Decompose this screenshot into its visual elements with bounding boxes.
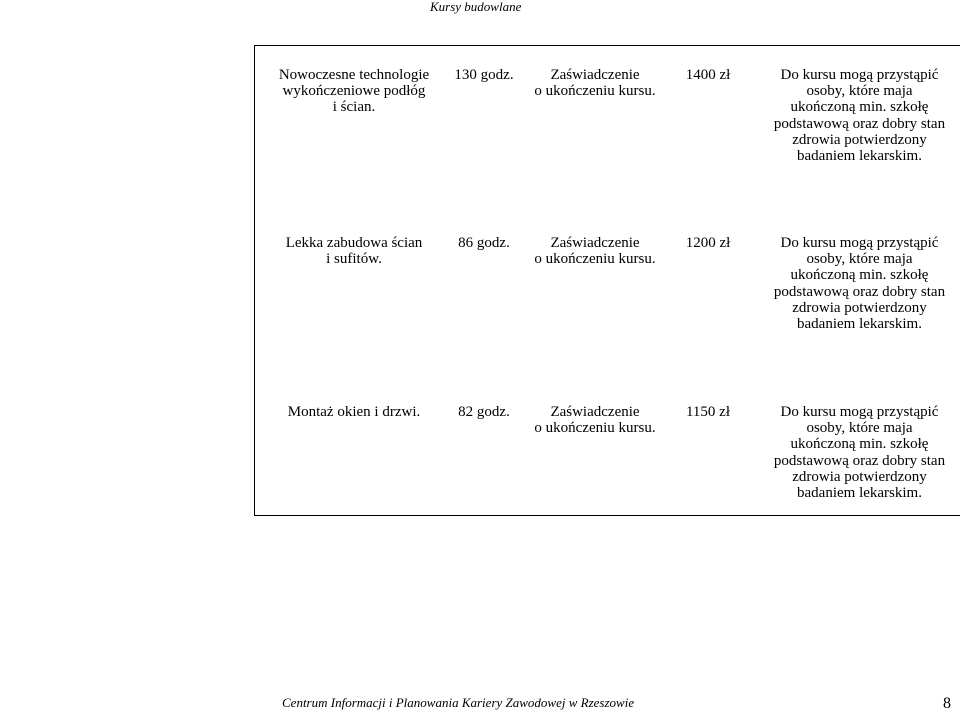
course-hours: 82 godz. [458, 404, 510, 420]
course-name: Lekka zabudowa ścian i sufitów. [285, 235, 423, 268]
course-name: Nowoczesne technologie wykończeniowe podłóg i ścian. [278, 67, 430, 116]
page-header: Kursy budowlane [430, 0, 522, 14]
course-name: Montaż okien i drzwi. [287, 404, 421, 420]
course-requirements: Do kursu mogą przystąpić osoby, które maja ukończoną min. szkołę podstawową oraz dobry stan zdrowia potwierdzony badaniem lekarskim. [773, 235, 946, 333]
course-price: 1200 zł [685, 235, 731, 251]
course-hours: 130 godz. [454, 67, 514, 83]
course-certificate: Zaświadczenie o ukończeniu kursu. [534, 404, 656, 437]
course-hours: 86 godz. [458, 235, 510, 251]
course-price: 1400 zł [685, 67, 731, 83]
course-certificate: Zaświadczenie o ukończeniu kursu. [534, 235, 656, 268]
course-price: 1150 zł [685, 404, 731, 420]
page-footer: Centrum Informacji i Planowania Kariery Zawodowej w Rzeszowie [282, 695, 635, 710]
course-requirements: Do kursu mogą przystąpić osoby, które maja ukończoną min. szkołę podstawową oraz dobry stan zdrowia potwierdzony badaniem lekarskim. [773, 404, 946, 502]
course-certificate: Zaświadczenie o ukończeniu kursu. [534, 67, 656, 100]
page-number: 8 [943, 695, 951, 712]
courses-table [254, 45, 960, 516]
course-requirements: Do kursu mogą przystąpić osoby, które maja ukończoną min. szkołę podstawową oraz dobry stan zdrowia potwierdzony badaniem lekarskim. [773, 67, 946, 165]
